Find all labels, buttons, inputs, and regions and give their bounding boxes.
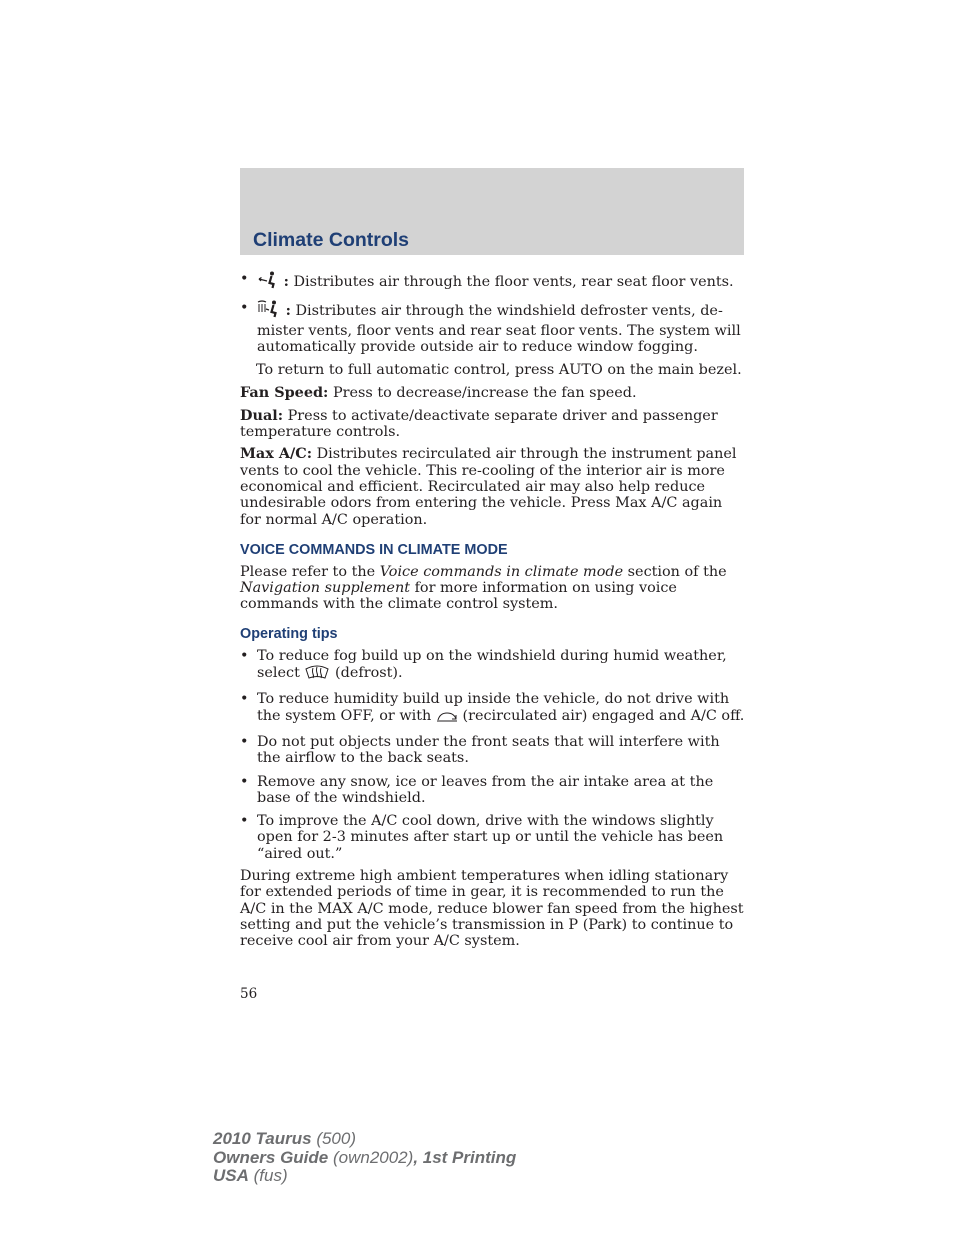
dual-paragraph bbox=[240, 408, 746, 441]
footer-line bbox=[213, 1130, 516, 1149]
max-ac-label: Max A/C: bbox=[240, 445, 313, 463]
max-ac-text: Distributes recirculated air through the instrument panel vents to cool the vehicle. This re-cooling of the interior air is more economical and efficient. Recirculated air may also help reduce undesirable odors from entering the vehicle. Press Max A/C again for normal A/C operation. bbox=[240, 446, 737, 528]
footer-model-code: (500) bbox=[311, 1129, 357, 1148]
tip-text: (recirculated air) engaged and A/C off. bbox=[462, 707, 745, 724]
dual-text: Press to activate/deactivate separate driver and passenger temperature controls. bbox=[240, 407, 718, 441]
operating-tips-heading: Operating tips bbox=[240, 625, 338, 642]
dual-label: Dual: bbox=[240, 406, 284, 424]
footer-line bbox=[213, 1149, 516, 1168]
fan-speed-label: Fan Speed: bbox=[240, 384, 329, 402]
mode-description: Distributes air through the floor vents, rear seat floor vents. bbox=[293, 274, 734, 290]
list-item bbox=[240, 271, 746, 293]
fan-speed-paragraph bbox=[240, 385, 746, 401]
bullet: • bbox=[240, 647, 249, 664]
bullet: • bbox=[240, 271, 249, 287]
return-text: To return to full automatic control, press AUTO on the main bezel. bbox=[256, 362, 742, 379]
page-title: Climate Controls bbox=[253, 229, 410, 251]
page-number: 56 bbox=[240, 985, 258, 1002]
list-item bbox=[240, 300, 746, 355]
mode-list bbox=[240, 271, 746, 355]
list-item bbox=[240, 734, 746, 767]
closing-paragraph: During extreme high ambient temperatures when idling stationary for extended periods of time in gear, it is recommended to run the A/C in the MAX A/C mode, reduce blower fan speed from the highest setting and put the vehicle’s transmission in P (Park) to continue to receive cool air from your A/C system. bbox=[240, 868, 744, 950]
tip-text: To improve the A/C cool down, drive with the windows slightly open for 2-3 minutes after start up or until the vehicle has been “aired out.” bbox=[257, 813, 724, 862]
footer-printing: , 1st Printing bbox=[413, 1147, 517, 1167]
footer-line bbox=[213, 1167, 516, 1186]
main-content bbox=[240, 268, 746, 1002]
text-run: section of the bbox=[623, 563, 727, 580]
max-ac-paragraph bbox=[240, 446, 746, 527]
header-band bbox=[240, 168, 744, 255]
tips-list bbox=[240, 648, 746, 862]
footer-market: USA bbox=[213, 1166, 249, 1185]
list-item bbox=[240, 691, 746, 727]
fan-speed-text: Press to decrease/increase the fan speed. bbox=[332, 385, 637, 402]
text-run-italic: Voice commands in climate mode bbox=[379, 563, 624, 580]
text-run: Please refer to the bbox=[240, 563, 380, 580]
bullet: • bbox=[240, 300, 249, 317]
list-item bbox=[240, 774, 746, 807]
list-item bbox=[240, 648, 746, 685]
recirculate-icon bbox=[436, 711, 458, 727]
list-item bbox=[240, 813, 746, 862]
tip-text: Remove any snow, ice or leaves from the air intake area at the base of the windshield. bbox=[257, 773, 714, 806]
defrost-icon bbox=[304, 664, 330, 684]
voice-commands-paragraph bbox=[240, 564, 746, 613]
bullet: • bbox=[240, 813, 249, 830]
footer-model: 2010 Taurus bbox=[213, 1129, 312, 1148]
print-footer bbox=[213, 1130, 516, 1186]
bullet: • bbox=[240, 733, 249, 750]
text-run-italic: Navigation supplement bbox=[240, 580, 410, 597]
mode-separator: : bbox=[285, 302, 291, 320]
footer-market-code: (fus) bbox=[248, 1166, 288, 1185]
mode-separator: : bbox=[283, 273, 289, 290]
tip-text: (defrost). bbox=[335, 665, 403, 682]
footer-guide: Owners Guide bbox=[213, 1147, 329, 1167]
tip-text: To reduce fog build up on the windshield during humid weather, select bbox=[257, 647, 727, 682]
footer-guide-code: (own2002) bbox=[328, 1147, 414, 1167]
tip-text: Do not put objects under the front seats that will interfere with the airflow to the back seats. bbox=[257, 733, 720, 767]
text-run: for more information on using voice commands with the climate control system. bbox=[240, 580, 677, 613]
defrost-floor-icon bbox=[257, 300, 281, 322]
bullet: • bbox=[240, 773, 249, 790]
bullet: • bbox=[240, 691, 249, 708]
mode-description: Distributes air through the windshield defroster vents, de-mister vents, floor vents and rear seat floor vents. The system will automatically provide outside air to reduce window fogging. bbox=[257, 303, 741, 355]
tip-text: To reduce humidity build up inside the vehicle, do not drive with the system OFF, or with bbox=[257, 691, 730, 724]
floor-vent-icon bbox=[257, 271, 279, 293]
voice-commands-heading: VOICE COMMANDS IN CLIMATE MODE bbox=[240, 541, 508, 558]
